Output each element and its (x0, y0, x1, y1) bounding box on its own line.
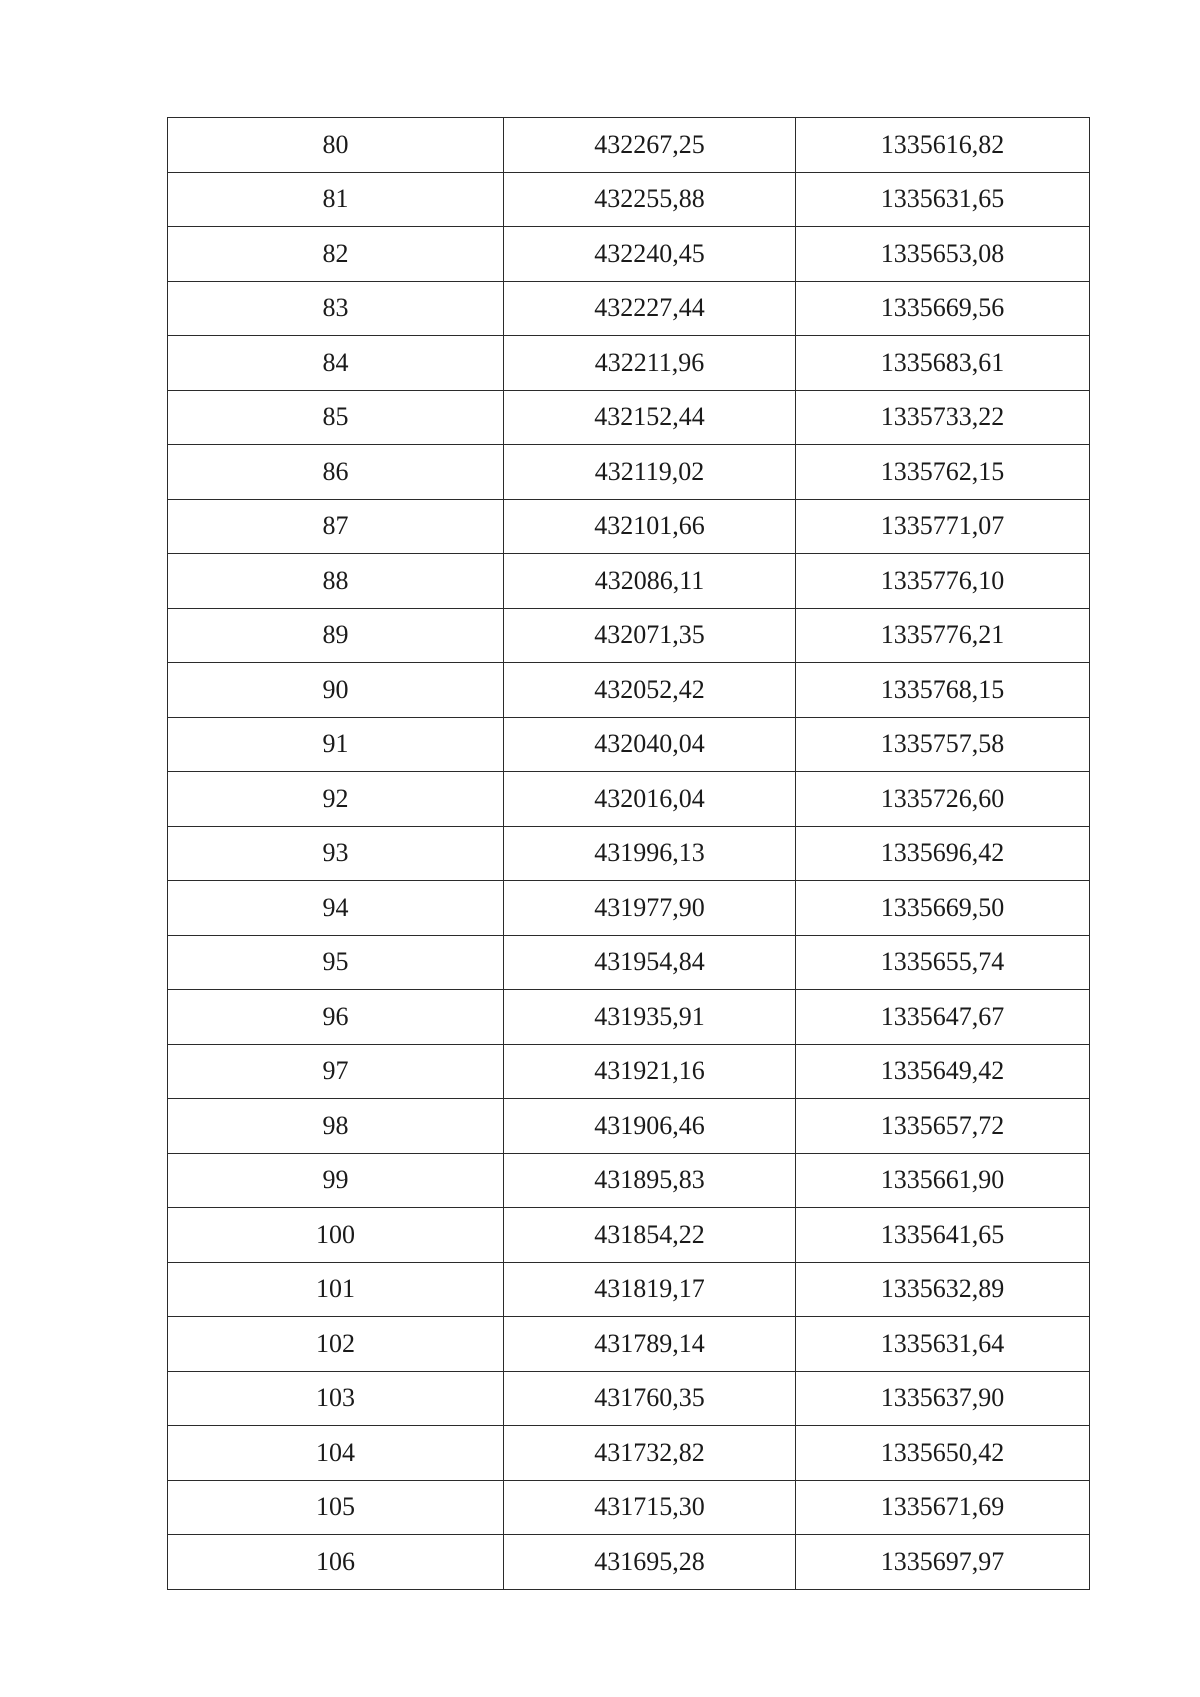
coordinates-table (167, 117, 1090, 1590)
table-row (168, 1426, 1090, 1481)
table-row (168, 1371, 1090, 1426)
x-coordinate-cell: 432119,02 (504, 445, 796, 500)
y-coordinate-cell: 1335650,42 (796, 1426, 1090, 1481)
x-coordinate-cell: 431977,90 (504, 881, 796, 936)
x-coordinate-cell: 432152,44 (504, 390, 796, 445)
y-coordinate-cell: 1335655,74 (796, 935, 1090, 990)
y-coordinate-cell: 1335632,89 (796, 1262, 1090, 1317)
y-coordinate-cell: 1335771,07 (796, 499, 1090, 554)
x-coordinate-cell: 431895,83 (504, 1153, 796, 1208)
x-coordinate-cell: 431906,46 (504, 1099, 796, 1154)
point-number-cell: 80 (168, 118, 504, 173)
x-coordinate-cell: 432240,45 (504, 227, 796, 282)
table-row (168, 1535, 1090, 1590)
point-number-cell: 89 (168, 608, 504, 663)
table-row (168, 826, 1090, 881)
x-coordinate-cell: 432086,11 (504, 554, 796, 609)
point-number-cell: 84 (168, 336, 504, 391)
point-number-cell: 98 (168, 1099, 504, 1154)
y-coordinate-cell: 1335726,60 (796, 772, 1090, 827)
point-number-cell: 81 (168, 172, 504, 227)
table-row (168, 1262, 1090, 1317)
y-coordinate-cell: 1335637,90 (796, 1371, 1090, 1426)
point-number-cell: 87 (168, 499, 504, 554)
y-coordinate-cell: 1335669,56 (796, 281, 1090, 336)
x-coordinate-cell: 431935,91 (504, 990, 796, 1045)
x-coordinate-cell: 432227,44 (504, 281, 796, 336)
point-number-cell: 105 (168, 1480, 504, 1535)
x-coordinate-cell: 432040,04 (504, 717, 796, 772)
x-coordinate-cell: 432052,42 (504, 663, 796, 718)
y-coordinate-cell: 1335631,65 (796, 172, 1090, 227)
y-coordinate-cell: 1335641,65 (796, 1208, 1090, 1263)
point-number-cell: 93 (168, 826, 504, 881)
point-number-cell: 100 (168, 1208, 504, 1263)
x-coordinate-cell: 432211,96 (504, 336, 796, 391)
y-coordinate-cell: 1335757,58 (796, 717, 1090, 772)
table-row (168, 663, 1090, 718)
point-number-cell: 88 (168, 554, 504, 609)
point-number-cell: 101 (168, 1262, 504, 1317)
y-coordinate-cell: 1335683,61 (796, 336, 1090, 391)
x-coordinate-cell: 431760,35 (504, 1371, 796, 1426)
point-number-cell: 94 (168, 881, 504, 936)
point-number-cell: 86 (168, 445, 504, 500)
table-row (168, 881, 1090, 936)
point-number-cell: 83 (168, 281, 504, 336)
x-coordinate-cell: 431819,17 (504, 1262, 796, 1317)
y-coordinate-cell: 1335616,82 (796, 118, 1090, 173)
table-row (168, 772, 1090, 827)
y-coordinate-cell: 1335776,21 (796, 608, 1090, 663)
table-row (168, 608, 1090, 663)
table-row (168, 390, 1090, 445)
point-number-cell: 103 (168, 1371, 504, 1426)
point-number-cell: 95 (168, 935, 504, 990)
y-coordinate-cell: 1335647,67 (796, 990, 1090, 1045)
table-row (168, 554, 1090, 609)
y-coordinate-cell: 1335661,90 (796, 1153, 1090, 1208)
table-row (168, 1317, 1090, 1372)
table-row (168, 935, 1090, 990)
y-coordinate-cell: 1335733,22 (796, 390, 1090, 445)
point-number-cell: 92 (168, 772, 504, 827)
point-number-cell: 104 (168, 1426, 504, 1481)
table-row (168, 1044, 1090, 1099)
y-coordinate-cell: 1335671,69 (796, 1480, 1090, 1535)
x-coordinate-cell: 431789,14 (504, 1317, 796, 1372)
y-coordinate-cell: 1335653,08 (796, 227, 1090, 282)
point-number-cell: 97 (168, 1044, 504, 1099)
table-row (168, 118, 1090, 173)
table-row (168, 1153, 1090, 1208)
x-coordinate-cell: 432255,88 (504, 172, 796, 227)
table-row (168, 1208, 1090, 1263)
point-number-cell: 90 (168, 663, 504, 718)
x-coordinate-cell: 431954,84 (504, 935, 796, 990)
x-coordinate-cell: 431854,22 (504, 1208, 796, 1263)
table-row (168, 336, 1090, 391)
y-coordinate-cell: 1335696,42 (796, 826, 1090, 881)
point-number-cell: 82 (168, 227, 504, 282)
table-row (168, 717, 1090, 772)
table-row (168, 499, 1090, 554)
y-coordinate-cell: 1335649,42 (796, 1044, 1090, 1099)
y-coordinate-cell: 1335657,72 (796, 1099, 1090, 1154)
x-coordinate-cell: 431715,30 (504, 1480, 796, 1535)
point-number-cell: 96 (168, 990, 504, 1045)
x-coordinate-cell: 431695,28 (504, 1535, 796, 1590)
x-coordinate-cell: 432101,66 (504, 499, 796, 554)
point-number-cell: 99 (168, 1153, 504, 1208)
table-row (168, 227, 1090, 282)
y-coordinate-cell: 1335768,15 (796, 663, 1090, 718)
x-coordinate-cell: 432071,35 (504, 608, 796, 663)
x-coordinate-cell: 432267,25 (504, 118, 796, 173)
table-row (168, 172, 1090, 227)
y-coordinate-cell: 1335697,97 (796, 1535, 1090, 1590)
y-coordinate-cell: 1335669,50 (796, 881, 1090, 936)
table-row (168, 445, 1090, 500)
table-row (168, 990, 1090, 1045)
table-row (168, 281, 1090, 336)
point-number-cell: 85 (168, 390, 504, 445)
x-coordinate-cell: 431996,13 (504, 826, 796, 881)
x-coordinate-cell: 431732,82 (504, 1426, 796, 1481)
table-row (168, 1099, 1090, 1154)
y-coordinate-cell: 1335776,10 (796, 554, 1090, 609)
point-number-cell: 106 (168, 1535, 504, 1590)
point-number-cell: 102 (168, 1317, 504, 1372)
x-coordinate-cell: 431921,16 (504, 1044, 796, 1099)
table-row (168, 1480, 1090, 1535)
point-number-cell: 91 (168, 717, 504, 772)
y-coordinate-cell: 1335762,15 (796, 445, 1090, 500)
coordinates-table-body (168, 118, 1090, 1590)
y-coordinate-cell: 1335631,64 (796, 1317, 1090, 1372)
x-coordinate-cell: 432016,04 (504, 772, 796, 827)
